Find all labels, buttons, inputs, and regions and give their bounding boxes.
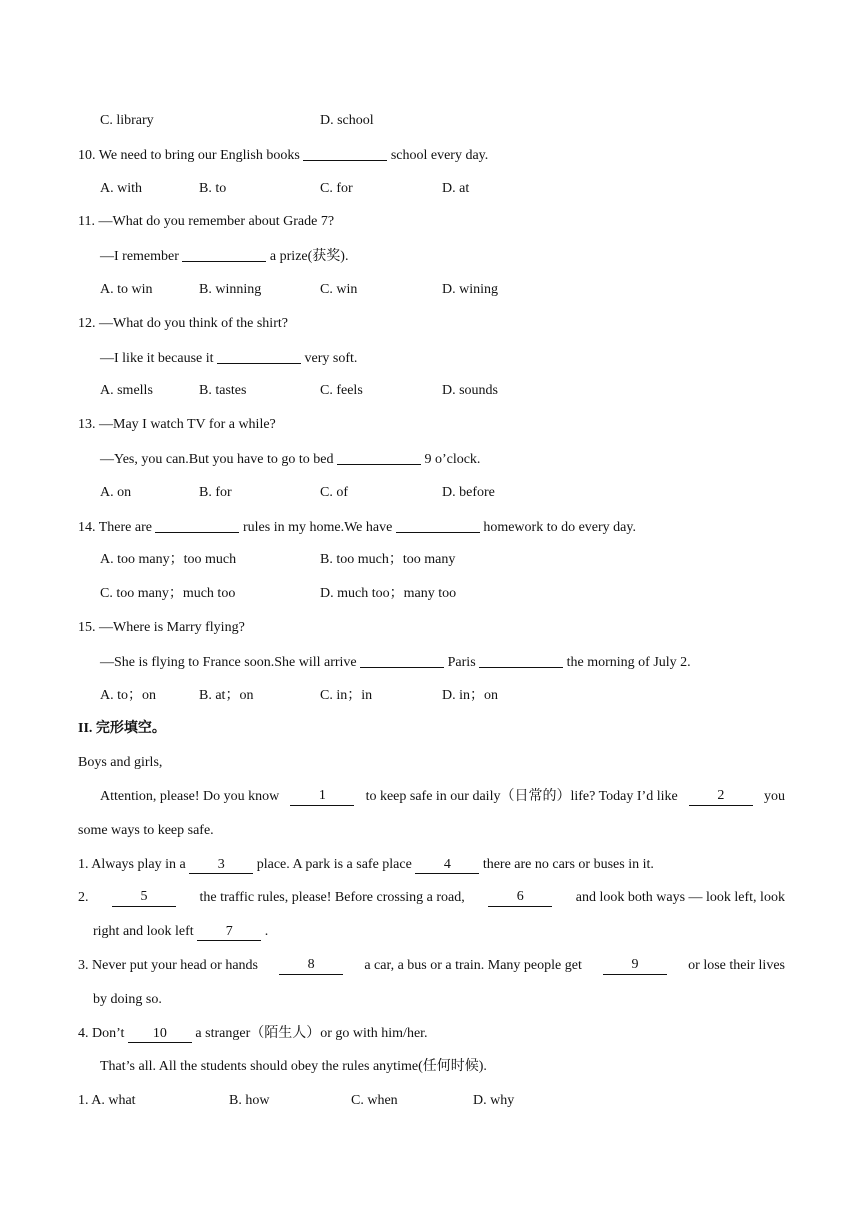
cloze-blank-2[interactable]: 2 (689, 788, 753, 806)
passage-greeting: Boys and girls, (78, 755, 163, 770)
q15-reply (100, 653, 691, 672)
q12-option-a: A. smells (100, 383, 153, 398)
passage-text: place. A park is a safe place (256, 857, 412, 872)
q14-stem-part-b: rules in my home.We have (242, 520, 393, 535)
cloze-blank-4[interactable]: 4 (415, 857, 479, 874)
passage-text: a stranger（陌生人）or go with him/her. (195, 1026, 428, 1041)
cloze-1-option-a: 1. A. what (78, 1093, 136, 1108)
cloze-blank-6[interactable]: 6 (488, 889, 552, 907)
q11-option-c: C. win (320, 282, 358, 297)
q12-reply-part-a: —I like it because it (100, 351, 214, 366)
q9-option-c: C. library (100, 113, 154, 128)
q12-option-d: D. sounds (442, 383, 499, 398)
q10-option-d: D. at (442, 181, 470, 196)
passage-text: the traffic rules, please! Before crossing a road, (199, 890, 465, 905)
cloze-1-option-d: D. why (473, 1093, 515, 1108)
cloze-blank-8[interactable]: 8 (279, 957, 343, 975)
q15-blank-2[interactable] (479, 653, 563, 668)
q13-reply-part-a: —Yes, you can.But you have to go to bed (100, 452, 334, 467)
q15-reply-part-a: —She is flying to France soon.She will arrive (100, 655, 357, 670)
q9-option-d: D. school (320, 113, 374, 128)
q14-blank-2[interactable] (396, 518, 480, 533)
passage-text: a car, a bus or a train. Many people get (364, 958, 582, 973)
passage-text: 3. Never put your head or hands (78, 958, 259, 973)
q11-stem: 11. —What do you remember about Grade 7? (78, 214, 335, 229)
passage-text: right and look left (93, 924, 194, 939)
q14-option-a: A. too many；too much (100, 552, 237, 567)
rule-3-line (78, 957, 785, 975)
q11-reply-part-a: —I remember (100, 249, 179, 264)
q14-option-c: C. too many；much too (100, 586, 236, 601)
q10-stem (78, 146, 488, 165)
rule-4-line (78, 1025, 428, 1043)
section-heading: II. 完形填空。 (78, 721, 166, 736)
passage-text: you (764, 789, 785, 804)
rule-2-continuation (93, 923, 268, 941)
passage-text: and look both ways — look left, look (575, 890, 785, 905)
passage-text: or lose their lives (688, 958, 785, 973)
q13-blank[interactable] (337, 450, 421, 465)
q11-option-b: B. winning (199, 282, 262, 297)
rule-3-continuation: by doing so. (93, 992, 162, 1007)
cloze-blank-1[interactable]: 1 (290, 788, 354, 806)
cloze-blank-7[interactable]: 7 (197, 924, 261, 941)
cloze-blank-3[interactable]: 3 (189, 857, 253, 874)
q15-option-c: C. in；in (320, 688, 373, 703)
rule-2-line (78, 889, 785, 907)
q13-option-b: B. for (199, 485, 232, 500)
q15-reply-part-c: the morning of July 2. (566, 655, 691, 670)
q11-option-d: D. wining (442, 282, 498, 297)
q14-stem (78, 518, 636, 537)
q13-stem: 13. —May I watch TV for a while? (78, 417, 276, 432)
q10-stem-part-b: school every day. (390, 148, 489, 163)
q12-blank[interactable] (217, 349, 301, 364)
q12-reply-part-b: very soft. (304, 351, 358, 366)
q10-blank[interactable] (303, 146, 387, 161)
q15-reply-part-b: Paris (447, 655, 476, 670)
passage-text: 4. Don’t (78, 1026, 125, 1041)
q12-option-c: C. feels (320, 383, 363, 398)
q12-option-b: B. tastes (199, 383, 247, 398)
passage-text: 2. (78, 890, 89, 905)
q11-reply-part-b: a prize(获奖). (269, 249, 349, 264)
q15-option-d: D. in；on (442, 688, 498, 703)
passage-text: to keep safe in our daily（日常的）life? Today I’d like (365, 789, 678, 804)
q14-blank-1[interactable] (155, 518, 239, 533)
q11-option-a: A. to win (100, 282, 153, 297)
q10-option-b: B. to (199, 181, 227, 196)
passage-line-2: some ways to keep safe. (78, 823, 214, 838)
q15-stem: 15. —Where is Marry flying? (78, 620, 245, 635)
cloze-blank-9[interactable]: 9 (603, 957, 667, 975)
q11-blank[interactable] (182, 247, 266, 262)
q11-reply (100, 247, 348, 266)
q15-blank-1[interactable] (360, 653, 444, 668)
q13-option-d: D. before (442, 485, 495, 500)
q12-stem: 12. —What do you think of the shirt? (78, 316, 288, 331)
q13-option-a: A. on (100, 485, 132, 500)
q13-option-c: C. of (320, 485, 348, 500)
cloze-blank-5[interactable]: 5 (112, 889, 176, 907)
q10-option-c: C. for (320, 181, 353, 196)
passage-line-1 (100, 788, 785, 806)
passage-closing: That’s all. All the students should obey the rules anytime(任何时候). (100, 1059, 487, 1074)
passage-text: there are no cars or buses in it. (482, 857, 654, 872)
cloze-1-option-c: C. when (351, 1093, 398, 1108)
q13-reply (100, 450, 480, 469)
passage-text: . (264, 924, 269, 939)
q10-option-a: A. with (100, 181, 142, 196)
q10-stem-part-a: 10. We need to bring our English books (78, 148, 300, 163)
q14-option-b: B. too much；too many (320, 552, 456, 567)
q13-reply-part-b: 9 o’clock. (424, 452, 481, 467)
cloze-blank-10[interactable]: 10 (128, 1026, 192, 1043)
q14-stem-part-c: homework to do every day. (483, 520, 636, 535)
cloze-1-option-b: B. how (229, 1093, 270, 1108)
q12-reply (100, 349, 357, 368)
q14-stem-part-a: 14. There are (78, 520, 152, 535)
passage-text: 1. Always play in a (78, 857, 186, 872)
rule-1-line (78, 856, 654, 874)
passage-text: Attention, please! Do you know (100, 789, 280, 804)
q15-option-b: B. at；on (199, 688, 254, 703)
q15-option-a: A. to；on (100, 688, 156, 703)
q14-option-d: D. much too；many too (320, 586, 457, 601)
